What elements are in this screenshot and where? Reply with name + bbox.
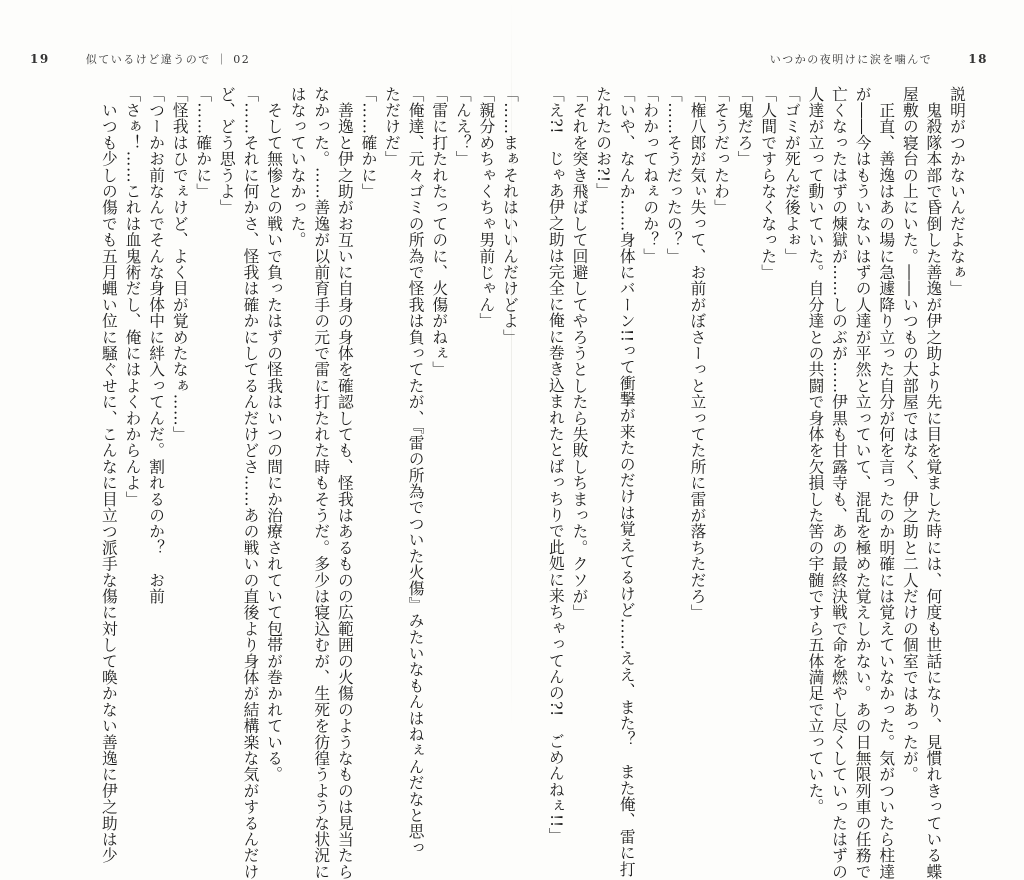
text-column: はなっていなかった。 [288, 86, 308, 248]
text-column: 「え?! じゃあ伊之助は完全に俺に巻き込まれたとばっちりで此処に来ちゃってんの?! ごめんねぇ!!」 [546, 86, 566, 844]
text-column: 「……それに何かさ、怪我は確かにしてるんだけどさ……あの戦いの直後より身体が結構楽な気がするんだけ [241, 86, 261, 880]
text-column: 「人間ですらなくなった」 [759, 86, 779, 281]
left-running-title: 似ているけど違うので ｜ 02 [85, 53, 251, 66]
text-column: 「怪我はひでぇけど、よく目が覚めたなぁ……」 [170, 86, 190, 443]
text-column: 「権八郎が気ぃ失って、お前がぼさーっと立ってた所に雷が落ちただろ」 [688, 86, 708, 621]
text-column: 「……まぁそれはいいんだけどよ」 [501, 86, 520, 346]
text-column: 「俺達、元々ゴミの所為で怪我は負ってたが、『雷の所為でついた火傷』みたいなもんはねぇんだなと思っ [406, 86, 426, 856]
text-column: 鬼殺隊本部で昏倒した善逸が伊之助より先に目を覚ました時には、何度も世話になり、見慣れきっている蝶 [924, 86, 944, 880]
text-column: たれたのお?!」 [594, 86, 614, 199]
text-column: 「さぁ！……これは血鬼術だし、俺にはよくわからんよ」 [123, 86, 143, 508]
right-page-number: 18 [968, 52, 988, 66]
text-column: 亡くなったはずの煉獄が……しのぶが……伊黒も甘露寺も、あの最終決戦で命を燃やし尽くしていったはずの [830, 86, 850, 880]
text-column: 「ゴミが死んだ後よぉ」 [782, 86, 802, 265]
text-column: 「鬼だろ」 [735, 86, 755, 167]
text-column: 「雷に打たれたってのに、火傷がねぇ」 [430, 86, 450, 378]
left-page-body [30, 86, 522, 880]
text-column: 善逸と伊之助がお互いに自身の身体を確認しても、怪我はあるものの広範囲の火傷のようなものは見当たら [335, 86, 355, 880]
text-column: 「そうだったわ」 [712, 86, 732, 216]
text-column: 「つーかお前なんでそんな身体中に絆入ってんだ。割れるのか？ お前 [147, 86, 167, 605]
left-page-header [30, 51, 250, 67]
text-column: ど、どう思うよ」 [217, 86, 237, 216]
right-running-title: いつかの夜明けに涙を噛んで [769, 53, 933, 66]
text-column: 「……そうだったの？」 [664, 86, 684, 265]
left-page-number: 19 [30, 52, 50, 66]
text-column: なかった。……善逸が以前育手の元で雷に打たれた時もそうだ。多少は寝込むが、生死を彷徨うような状況に [312, 86, 332, 880]
text-column: 説明がつかないんだよなぁ」 [948, 86, 967, 297]
text-column: いつも少しの傷でも五月蝿い位に騒ぐせに、こんなに目立つ派手な傷に対して喚かない善逸に伊之助は少 [99, 86, 119, 864]
text-column: が――今はもういないはずの人達が平然と立っていて、混乱を極めた覚えしかない。あの日無限列車の任務で [853, 86, 873, 880]
text-column: 人達が立って動いていた。自分達との共闘で身体を欠損した筈の宇髄ですら五体満足で立っていた。 [806, 86, 826, 815]
text-column: ただけだ」 [383, 86, 403, 167]
text-column: 「んえ？」 [453, 86, 473, 167]
text-column: そして無惨との戦いで負ったはずの怪我はいつの間にか治療されていて包帯が巻かれている。 [265, 86, 285, 783]
text-column: 「それを突き飛ばして回避してやろうとしたら失敗しちまった。クソが」 [570, 86, 590, 621]
text-column: 屋敷の寝台の上にいた。――いつもの大部屋ではなく、伊之助と二人だけの個室ではあったが。 [900, 86, 920, 783]
text-column: 「……確かに」 [194, 86, 214, 200]
text-column: 「わかってねぇのか？」 [641, 86, 661, 265]
text-column: 「親分めちゃくちゃ男前じゃん」 [477, 86, 497, 329]
text-column: 「いや、なんか……身体にバーン!!って衝撃が来たのだけは覚えてるけど……ええ、また？ また俺、雷に打 [617, 86, 637, 878]
text-column: 正直、善逸はあの場に急遽降り立った自分が何を言ったのか明確には覚えていなかった。気がついたら柱達 [877, 86, 897, 880]
right-page-body [546, 86, 969, 880]
text-column: 「……確かに」 [359, 86, 379, 200]
right-page-header [770, 51, 988, 67]
